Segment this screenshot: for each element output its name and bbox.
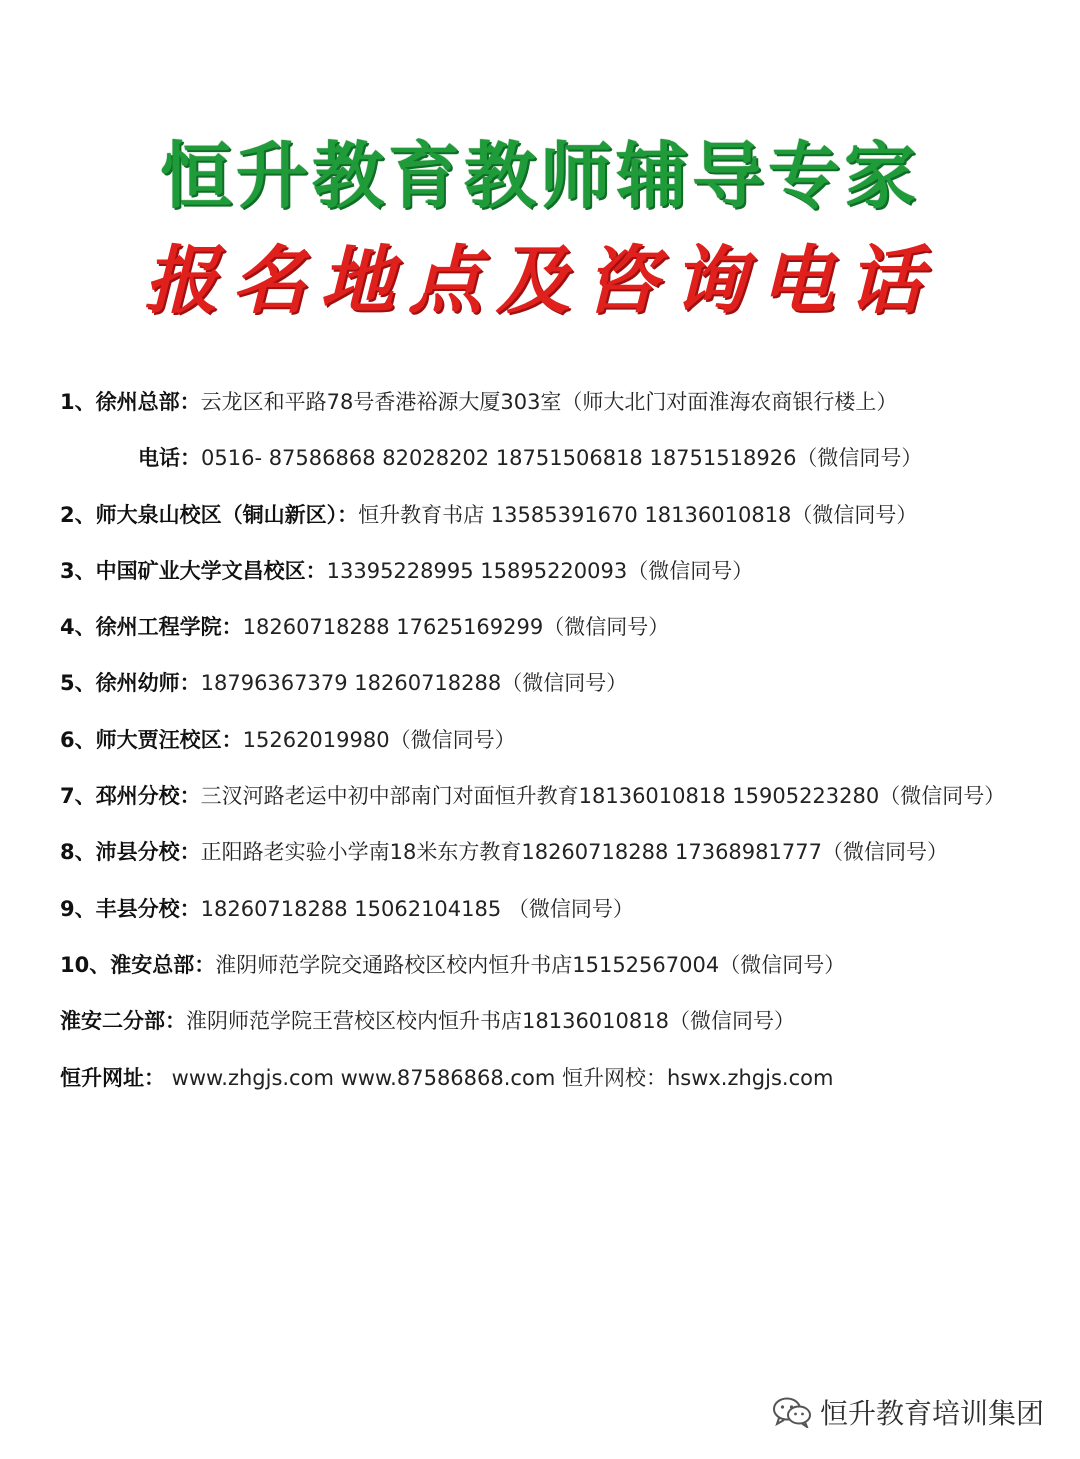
entry-fengxian	[60, 891, 1050, 947]
entry-text: 18260718288 17625169299（微信同号）	[242, 615, 670, 640]
entry-label: 恒升网址：	[60, 1065, 165, 1090]
entry-xuzhou-phone	[60, 440, 1050, 496]
entry-text: 淮阴师范学院王营校区校内恒升书店18136010818（微信同号）	[186, 1009, 795, 1034]
entry-websites	[60, 1060, 1050, 1116]
entry-huaian-hq	[60, 947, 1050, 1003]
entry-pizhou	[60, 778, 1050, 834]
entry-xzit	[60, 609, 1050, 665]
entry-label: 9、丰县分校：	[60, 896, 201, 921]
entry-label: 8、沛县分校：	[60, 840, 201, 865]
entry-text: 0516- 87586868 82028202 18751506818 18751518926（微信同号）	[201, 446, 923, 471]
entry-label: 7、邳州分校：	[60, 784, 201, 809]
entry-label: 1、徐州总部：	[60, 390, 201, 414]
page-subtitle: 报名地点及咨询电话	[144, 238, 936, 324]
entry-xuzhou-hq	[60, 384, 1050, 440]
entry-label: 电话：	[138, 446, 201, 471]
entry-label: 2、师大泉山校区（铜山新区）：	[60, 502, 359, 527]
entry-text: 18796367379 18260718288（微信同号）	[200, 671, 628, 696]
entry-label: 6、师大贾汪校区：	[60, 727, 243, 752]
entry-cumt	[60, 553, 1050, 609]
entry-label: 5、徐州幼师：	[60, 671, 201, 696]
wechat-icon	[772, 1396, 812, 1428]
entry-label: 4、徐州工程学院：	[60, 615, 243, 640]
entry-text: 三汊河路老运中初中部南门对面恒升教育18136010818 15905223280（微信同号）	[200, 784, 1006, 809]
entry-text: 云龙区和平路78号香港裕源大厦303室（师大北门对面淮海农商银行楼上）	[200, 390, 898, 414]
entry-text: 恒升教育书店 13585391670 18136010818（微信同号）	[358, 502, 918, 527]
entry-quanshan	[60, 497, 1050, 553]
entry-text: 正阳路老实验小学南18米东方教育18260718288 17368981777（微信同号）	[200, 840, 948, 865]
entry-text: 淮阴师范学院交通路校区校内恒升书店15152567004（微信同号）	[215, 952, 846, 977]
entry-jiawang	[60, 722, 1050, 778]
entry-text: 18260718288 15062104185 （微信同号）	[200, 896, 634, 921]
watermark-text: 恒升教育培训集团	[819, 1397, 1044, 1430]
entry-text: www.zhgjs.com www.87586868.com 恒升网校：hswx.zhgjs.com	[165, 1065, 834, 1090]
contact-list	[60, 384, 1050, 1116]
entry-label: 3、中国矿业大学文昌校区：	[60, 558, 327, 583]
entry-text: 15262019980（微信同号）	[242, 727, 516, 752]
entry-youshi	[60, 665, 1050, 721]
entry-label: 10、淮安总部：	[60, 952, 216, 977]
entry-peixian	[60, 834, 1050, 890]
page-title: 恒升教育教师辅导专家	[159, 134, 920, 218]
entry-label: 淮安二分部：	[60, 1009, 186, 1034]
entry-text: 13395228995 15895220093（微信同号）	[326, 558, 754, 583]
wechat-watermark	[772, 1392, 1044, 1432]
entry-huaian-branch2	[60, 1003, 1050, 1059]
